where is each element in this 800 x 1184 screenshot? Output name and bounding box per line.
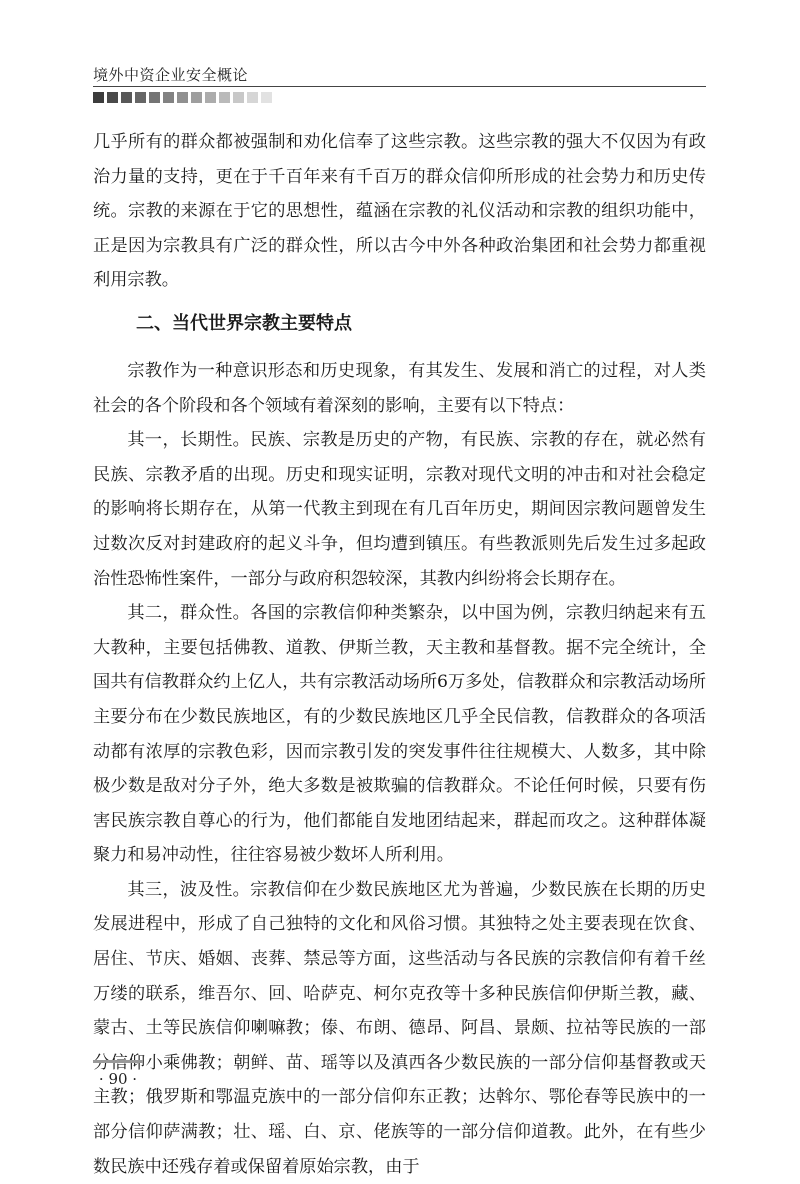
paragraph-continuation: 几乎所有的群众都被强制和劝化信奉了这些宗教。这些宗教的强大不仅因为有政治力量的支持，更在于千百年来有千百万的群众信仰所形成的社会势力和历史传统。宗教的来源在于它的思想性，蕴涵在宗教的礼仪活动和宗教的组织功能中，正是因为宗教具有广泛的群众性，所以古今中外各种政治集团和社会势力都重视利用宗教。	[93, 132, 706, 291]
header-block	[205, 92, 216, 103]
section-heading: 二、当代世界宗教主要特点	[136, 312, 352, 334]
page-number: · 90 ·	[98, 1070, 138, 1088]
running-header-title: 境外中资企业安全概论	[93, 66, 249, 84]
paragraph-long-term: 其一，长期性。民族、宗教是历史的产物，有民族、宗教的存在，就必然有民族、宗教矛盾的出现。历史和现实证明，宗教对现代文明的冲击和对社会稳定的影响将长期存在，从第一代教主到现在有几百年历史，期间因宗教问题曾发生过数次反对封建政府的起义斗争，但均遭到镇压。有些教派则先后发生过多起政治性恐怖性案件，一部分与政府积怨较深，其教内纠纷将会长期存在。	[93, 430, 706, 589]
header-block	[93, 92, 104, 103]
header-block	[247, 92, 258, 103]
header-block	[233, 92, 244, 103]
paragraph-intro: 宗教作为一种意识形态和历史现象，有其发生、发展和消亡的过程，对人类社会的各个阶段和各个领域有着深刻的影响，主要有以下特点：	[93, 360, 706, 416]
paragraph-spread: 其三，波及性。宗教信仰在少数民族地区尤为普遍，少数民族在长期的历史发展进程中，形成了自己独特的文化和风俗习惯。其独特之处主要表现在饮食、居住、节庆、婚姻、丧葬、禁忌等方面，这些活动与各民族的宗教信仰有着千丝万缕的联系，维吾尔、回、哈萨克、柯尔克孜等十多种民族信仰伊斯兰教，藏、蒙古、土等民族信仰喇嘛教；傣、布朗、德昂、阿昌、景颇、拉祜等民族的一部分信仰小乘佛教；朝鲜、苗、瑶等以及滇西各少数民族的一部分信仰基督教或天主教；俄罗斯和鄂温克族中的一部分信仰东正教；达斡尔、鄂伦春等民族中的一部分信仰萨满教；壮、瑶、白、京、佬族等的一部分信仰道教。此外，在有些少数民族中还残存着或保留着原始宗教，由于	[93, 879, 706, 1177]
header-block	[177, 92, 188, 103]
footer-rule	[93, 1060, 143, 1063]
header-decoration-blocks	[93, 92, 272, 103]
header-block	[149, 92, 160, 103]
header-block	[219, 92, 230, 103]
header-block	[163, 92, 174, 103]
header-block	[121, 92, 132, 103]
header-block	[107, 92, 118, 103]
header-rule	[93, 86, 706, 87]
header-block	[191, 92, 202, 103]
header-block	[135, 92, 146, 103]
header-block	[261, 92, 272, 103]
paragraph-mass: 其二，群众性。各国的宗教信仰种类繁杂，以中国为例，宗教归纳起来有五大教种，主要包括佛教、道教、伊斯兰教，天主教和基督教。据不完全统计，全国共有信教群众约上亿人，共有宗教活动场所6万多处，信教群众和宗教活动场所主要分布在少数民族地区，有的少数民族地区几乎全民信教，信教群众的各项活动都有浓厚的宗教色彩，因而宗教引发的突发事件往往规模大、人数多，其中除极少数是敌对分子外，绝大多数是被欺骗的信教群众。不论任何时候，只要有伤害民族宗教自尊心的行为，他们都能自发地团结起来，群起而攻之。这种群体凝聚力和易冲动性，往往容易被少数坏人所利用。	[93, 603, 706, 866]
body-text	[93, 125, 706, 1184]
